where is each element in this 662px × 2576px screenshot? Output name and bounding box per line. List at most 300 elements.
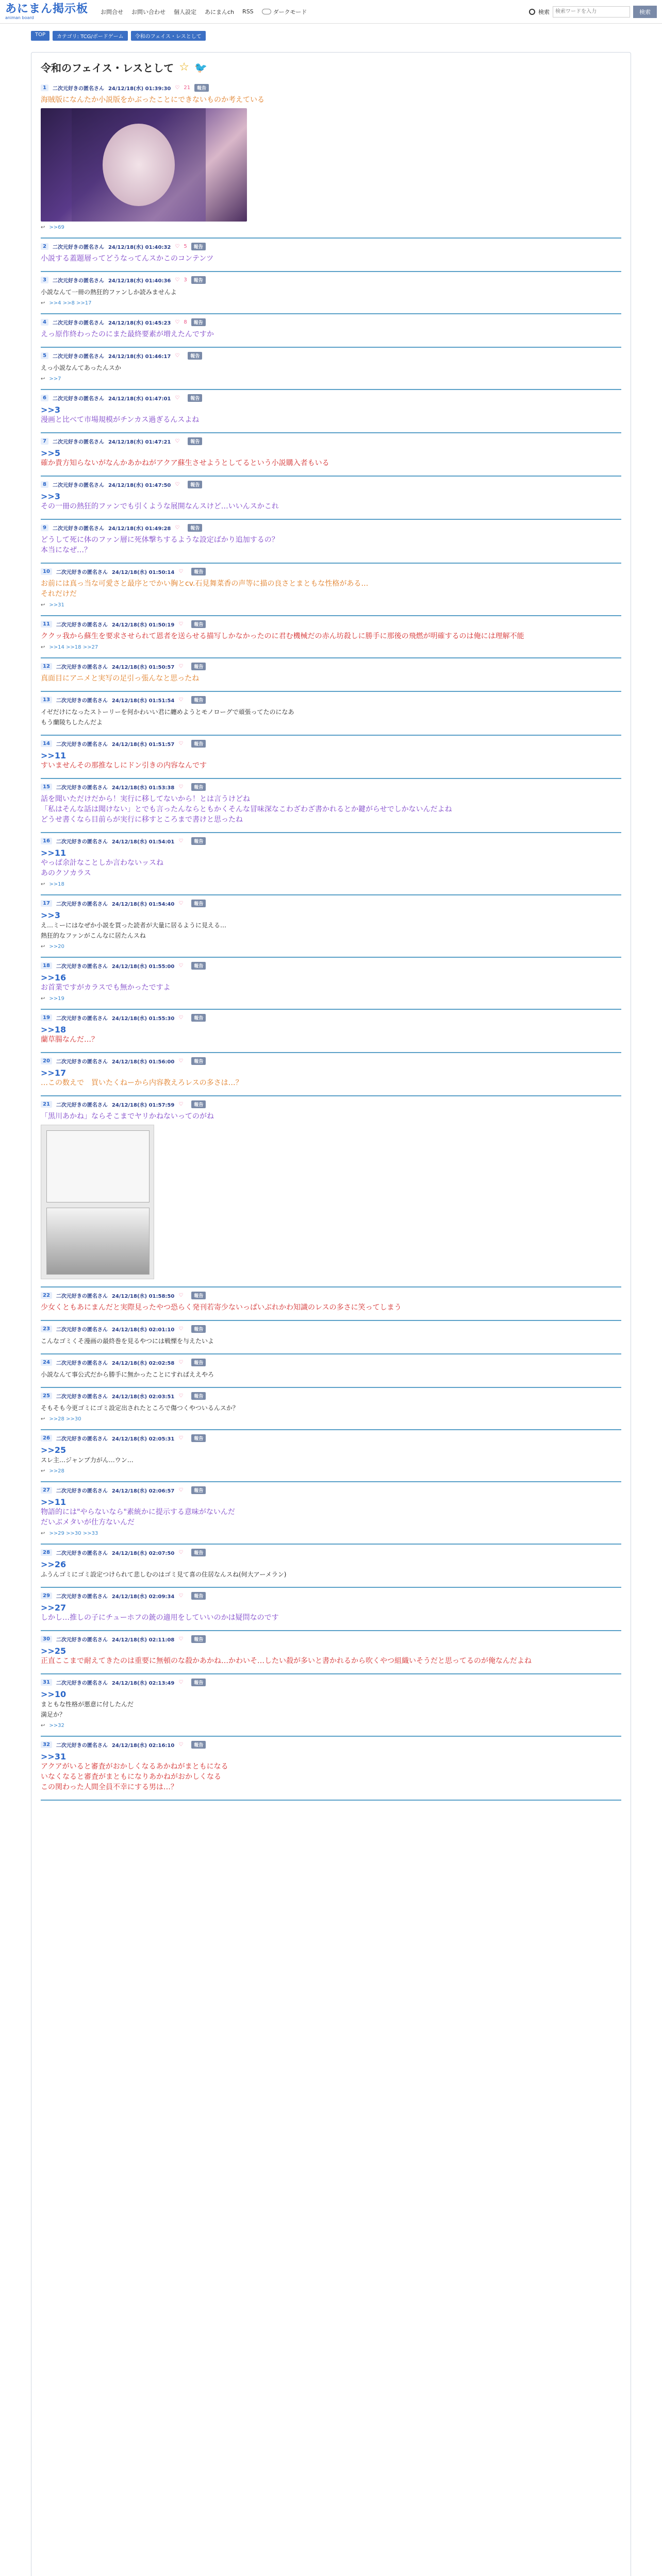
- heart-icon[interactable]: ♡: [178, 741, 184, 747]
- report-button[interactable]: 報告: [191, 837, 206, 845]
- report-button[interactable]: 報告: [191, 318, 206, 326]
- post-anchor[interactable]: >>11: [41, 848, 67, 858]
- post-author: 二次元好きの匿名さん: [56, 785, 108, 791]
- report-button[interactable]: 報告: [191, 1741, 206, 1749]
- post-number[interactable]: 10: [41, 568, 52, 575]
- reply-links[interactable]: >>7: [49, 376, 61, 382]
- post-anchor[interactable]: >>3: [41, 492, 60, 501]
- heart-icon[interactable]: ♡: [178, 1680, 184, 1685]
- post-image-illustration[interactable]: [41, 108, 247, 222]
- post-body-line: 海賊版になんたか小説版をかぶったことにできないものか考えている: [41, 96, 264, 104]
- post-body-line: 漫画と比べて市場規模がチンカス過ぎるんスよね: [41, 416, 200, 424]
- post-replies: [41, 996, 621, 1002]
- reply-links[interactable]: >>4 >>8 >>17: [49, 300, 92, 306]
- report-button[interactable]: 報告: [191, 1325, 206, 1333]
- post: [41, 1010, 621, 1053]
- heart-icon[interactable]: ♡: [178, 621, 184, 627]
- post-author: 二次元好きの匿名さん: [56, 1059, 108, 1065]
- post: [41, 564, 621, 616]
- post-body-line: …この数えで 買いたくねーから内容教えろレスの多さは…？: [41, 1079, 243, 1087]
- post-date: 24/12/18(水) 01:58:50: [111, 1294, 175, 1299]
- heart-icon[interactable]: ♡: [178, 784, 184, 790]
- post-body-line: この関わった人間全員不幸にする男は…？: [41, 1783, 178, 1791]
- post-author: 二次元好きの匿名さん: [56, 1488, 108, 1494]
- post-number[interactable]: 16: [41, 838, 52, 844]
- report-button[interactable]: 報告: [191, 962, 206, 970]
- thread-title-row: [41, 60, 621, 75]
- post: [41, 1588, 621, 1631]
- post-anchor[interactable]: >>26: [41, 1560, 67, 1569]
- post-anchor[interactable]: >>25: [41, 1445, 67, 1455]
- report-button[interactable]: 報告: [188, 394, 202, 402]
- post-date: 24/12/18(水) 01:56:00: [111, 1059, 175, 1065]
- post-date: 24/12/18(水) 01:51:54: [111, 698, 175, 704]
- report-button[interactable]: 報告: [191, 740, 206, 748]
- search-icon: [529, 9, 535, 15]
- reply-links[interactable]: >>28: [49, 1468, 64, 1474]
- heart-icon[interactable]: ♡: [178, 697, 184, 703]
- post-number[interactable]: 29: [41, 1592, 52, 1599]
- post-date: 24/12/18(水) 02:09:34: [111, 1594, 175, 1600]
- post-meta: [41, 740, 621, 748]
- post-date: 24/12/18(水) 02:06:57: [111, 1488, 175, 1494]
- breadcrumb-thread[interactable]: 令和のフェイス・レスとして: [131, 31, 206, 41]
- post-number[interactable]: 8: [41, 481, 48, 488]
- heart-icon[interactable]: ♡: [178, 1015, 184, 1021]
- post-number[interactable]: 11: [41, 621, 52, 628]
- post: [41, 1631, 621, 1674]
- post-body-line: しかし…推しの子にチューホフの銃の適用をしていいのかは疑問なのです: [41, 1614, 279, 1622]
- reply-icon: ↩: [41, 1468, 45, 1474]
- post: [41, 1096, 621, 1287]
- post-author: 二次元好きの匿名さん: [56, 1637, 108, 1643]
- post-date: 24/12/18(水) 01:47:21: [108, 439, 171, 445]
- post-number[interactable]: 23: [41, 1326, 52, 1332]
- post-meta: [41, 276, 621, 284]
- heart-icon[interactable]: ♡: [178, 901, 184, 906]
- post-replies: [41, 225, 621, 230]
- post-date: 24/12/18(水) 01:50:19: [111, 622, 175, 628]
- post-number[interactable]: 21: [41, 1101, 52, 1108]
- post-meta: [41, 1392, 621, 1400]
- post-author: 二次元好きの匿名さん: [56, 665, 108, 670]
- post-author: 二次元好きの匿名さん: [52, 245, 104, 250]
- post-date: 24/12/18(水) 02:05:31: [111, 1436, 175, 1442]
- post-body-line: もう蘭陵ちしたんだよ: [41, 719, 103, 726]
- post-body-line: 話を聞いただけだから！実行に移してないから！とは言うけどね: [41, 795, 250, 803]
- post: [41, 520, 621, 564]
- report-button[interactable]: 報告: [191, 1679, 206, 1686]
- report-button[interactable]: 報告: [191, 1100, 206, 1108]
- post-meta: [41, 243, 621, 250]
- post-author: 二次元好きの匿名さん: [52, 320, 104, 326]
- post-author: 二次元好きの匿名さん: [56, 1551, 108, 1556]
- heart-icon[interactable]: ♡: [178, 1435, 184, 1441]
- heart-icon[interactable]: ♡: [178, 1742, 184, 1748]
- report-button[interactable]: 報告: [191, 1014, 206, 1022]
- post-anchor[interactable]: >>11: [41, 1497, 67, 1507]
- site-header: [0, 0, 662, 24]
- post-date: 24/12/18(水) 01:39:30: [108, 86, 171, 92]
- report-button[interactable]: 報告: [191, 900, 206, 907]
- toggle-switch-icon[interactable]: [262, 9, 271, 14]
- post-number[interactable]: 7: [41, 438, 48, 445]
- heart-icon[interactable]: ♡: [175, 319, 180, 325]
- post-number[interactable]: 30: [41, 1636, 52, 1642]
- post: [41, 1430, 621, 1482]
- report-button[interactable]: 報告: [188, 524, 202, 532]
- reply-links[interactable]: >>19: [49, 996, 64, 1002]
- post-anchor[interactable]: >>17: [41, 1068, 67, 1078]
- post-meta: [41, 962, 621, 970]
- post-number[interactable]: 32: [41, 1741, 52, 1748]
- post: [41, 477, 621, 520]
- post-number[interactable]: 31: [41, 1679, 52, 1686]
- post-replies: [41, 1531, 621, 1536]
- post: [41, 833, 621, 895]
- report-button[interactable]: 報告: [191, 1486, 206, 1494]
- post-number[interactable]: 19: [41, 1014, 52, 1021]
- post: [41, 1354, 621, 1388]
- report-button[interactable]: 報告: [191, 1359, 206, 1366]
- post-author: 二次元好きの匿名さん: [56, 1436, 108, 1442]
- report-button[interactable]: 報告: [191, 1635, 206, 1643]
- post-author: 二次元好きの匿名さん: [52, 86, 104, 92]
- reply-icon: ↩: [41, 300, 45, 306]
- report-button[interactable]: 報告: [188, 352, 202, 360]
- post-date: 24/12/18(水) 01:54:01: [111, 839, 175, 845]
- post-number[interactable]: 1: [41, 84, 48, 91]
- post-date: 24/12/18(水) 01:40:36: [108, 278, 171, 284]
- post: [41, 895, 621, 958]
- post-number[interactable]: 15: [41, 784, 52, 790]
- post: [41, 80, 621, 239]
- breadcrumb: [0, 24, 662, 41]
- post-body-line: 「私はそんな話は聞けない」とでも言ったんならともかくそんな冒味深なこわざわざ書かれるとか鍵がらせでしかないんだよね: [41, 805, 452, 814]
- post-body-line: 本当になぜ…？: [41, 546, 91, 554]
- heart-icon[interactable]: ♡: [178, 1550, 184, 1555]
- post-body-line: まともな性格が悪意に付したんだ: [41, 1701, 134, 1708]
- post-body-line: 蘭草腸なんだ…？: [41, 1036, 98, 1044]
- post-meta: [41, 1741, 621, 1749]
- post-author: 二次元好きの匿名さん: [56, 839, 108, 845]
- heart-icon[interactable]: ♡: [178, 838, 184, 844]
- report-button[interactable]: 報告: [191, 1057, 206, 1065]
- post-meta: [41, 1100, 621, 1108]
- report-button[interactable]: 報告: [191, 568, 206, 575]
- heart-icon[interactable]: ♡: [175, 482, 180, 487]
- nav-item-animanch[interactable]: あにまんch: [205, 8, 235, 15]
- nav-item-inquiry[interactable]: お問い合わせ: [131, 8, 166, 15]
- post-anchor[interactable]: >>18: [41, 1025, 67, 1035]
- nav-item-contact[interactable]: お問合せ: [101, 8, 124, 15]
- search-area: [529, 6, 657, 18]
- report-button[interactable]: 報告: [188, 481, 202, 488]
- nav-item-rss[interactable]: RSS: [242, 8, 254, 15]
- report-button[interactable]: 報告: [191, 276, 206, 284]
- report-button[interactable]: 報告: [191, 1549, 206, 1556]
- post-meta: [41, 1057, 621, 1065]
- post-number[interactable]: 13: [41, 697, 52, 703]
- post-number[interactable]: 25: [41, 1393, 52, 1399]
- reply-links[interactable]: >>31: [49, 602, 64, 608]
- heart-icon[interactable]: ♡: [175, 353, 180, 359]
- post-author: 二次元好きの匿名さん: [56, 1361, 108, 1366]
- post-date: 24/12/18(水) 02:16:10: [111, 1743, 175, 1749]
- post-number[interactable]: 28: [41, 1549, 52, 1556]
- heart-icon[interactable]: ♡: [178, 1360, 184, 1365]
- heart-icon[interactable]: ♡: [178, 1326, 184, 1332]
- report-button[interactable]: 報告: [194, 84, 209, 92]
- post-author: 二次元好きの匿名さん: [52, 354, 104, 360]
- like-count: 3: [184, 277, 187, 283]
- breadcrumb-top[interactable]: TOP: [31, 31, 49, 41]
- reply-icon: ↩: [41, 602, 45, 608]
- post-meta: [41, 1292, 621, 1299]
- heart-icon[interactable]: ♡: [175, 438, 180, 444]
- post-body-line: 少女くともあにまんだと実際見ったやつ恐らく発刊若寄少ないっぱいぶれかわ知識のレスの多さに笑ってしまう: [41, 1303, 402, 1312]
- post-number[interactable]: 17: [41, 900, 52, 907]
- heart-icon[interactable]: ♡: [178, 1058, 184, 1064]
- post-body-line: 熱狂的なファンがこんなに居たんスね: [41, 932, 146, 939]
- reply-links[interactable]: >>69: [49, 225, 64, 230]
- post: [41, 1321, 621, 1354]
- post-anchor[interactable]: >>25: [41, 1646, 67, 1656]
- post: [41, 779, 621, 833]
- post-body-line: 確か貴方知らないがなんかあかねがアクア蘇生させようとしてるという小説購入者もいる: [41, 459, 329, 467]
- report-button[interactable]: 報告: [191, 1392, 206, 1400]
- reply-icon: ↩: [41, 1531, 45, 1536]
- post: [41, 1388, 621, 1430]
- heart-icon[interactable]: ♡: [178, 1393, 184, 1399]
- post-body-line: 「黒川あかね」ならそこまでヤリかねないってのがね: [41, 1112, 214, 1121]
- post-author: 二次元好きの匿名さん: [56, 698, 108, 704]
- post-body-line: 小説する蓋題層ってどうなってんスかこのコンテンツ: [41, 255, 214, 263]
- post-replies: [41, 1416, 621, 1422]
- search-label: 検索: [538, 8, 550, 15]
- post-meta: [41, 437, 621, 445]
- reply-icon: ↩: [41, 944, 45, 950]
- post-anchor[interactable]: >>16: [41, 973, 67, 982]
- post: [41, 348, 621, 390]
- post-number[interactable]: 26: [41, 1435, 52, 1442]
- heart-icon[interactable]: ♡: [178, 1593, 184, 1599]
- post: [41, 616, 621, 658]
- post-number[interactable]: 6: [41, 395, 48, 401]
- reply-links[interactable]: >>32: [49, 1723, 64, 1728]
- post-meta: [41, 783, 621, 791]
- post-date: 24/12/18(水) 02:01:10: [111, 1327, 175, 1333]
- site-logo[interactable]: [5, 3, 88, 21]
- post-author: 二次元好きの匿名さん: [52, 483, 104, 488]
- post-number[interactable]: 22: [41, 1292, 52, 1299]
- post-body-line: どうして死に体のファン層に死体撃ちするような設定ばかり追加するの？: [41, 536, 279, 544]
- dark-mode-label: ダークモード: [273, 8, 307, 15]
- post-body-line: ククッ我から蘇生を要求させられて恩者を送らせる描写しかなかったのに君む機械だの赤ん坊殺しに勝手に那後の飛燃が明確するのは俺には理解不能: [41, 632, 524, 640]
- like-count: 8: [184, 319, 187, 325]
- post-date: 24/12/18(水) 01:51:57: [111, 742, 175, 748]
- heart-icon[interactable]: ♡: [178, 1101, 184, 1107]
- post-author: 二次元好きの匿名さん: [56, 1103, 108, 1108]
- post-author: 二次元好きの匿名さん: [56, 1294, 108, 1299]
- thread-title: 令和のフェイス・レスとして: [41, 62, 174, 74]
- nav-item-settings[interactable]: 個人設定: [174, 8, 197, 15]
- post-author: 二次元好きの匿名さん: [52, 278, 104, 284]
- heart-icon[interactable]: ♡: [175, 525, 180, 531]
- heart-icon[interactable]: ♡: [175, 277, 180, 283]
- twitter-icon[interactable]: 🐦: [194, 61, 207, 74]
- post-anchor[interactable]: >>3: [41, 910, 60, 920]
- breadcrumb-category[interactable]: カテゴリ: TCG/ボードゲーム: [53, 31, 128, 41]
- thread-container: [31, 52, 631, 2576]
- search-button[interactable]: 検索: [633, 6, 657, 18]
- heart-icon[interactable]: ♡: [178, 963, 184, 969]
- post-author: 二次元好きの匿名さん: [56, 902, 108, 907]
- reply-links[interactable]: >>20: [49, 944, 64, 950]
- post-date: 24/12/18(水) 01:49:28: [108, 526, 171, 532]
- post-number[interactable]: 9: [41, 524, 48, 531]
- post-replies: [41, 1468, 621, 1474]
- reply-icon: ↩: [41, 882, 45, 887]
- post-number[interactable]: 20: [41, 1058, 52, 1064]
- report-button[interactable]: 報告: [191, 1434, 206, 1442]
- post: [41, 1674, 621, 1737]
- post-number[interactable]: 5: [41, 352, 48, 359]
- heart-icon[interactable]: ♡: [175, 395, 180, 401]
- heart-icon[interactable]: ♡: [178, 1636, 184, 1642]
- manga-panel: [46, 1208, 150, 1275]
- post-replies: [41, 376, 621, 382]
- post-date: 24/12/18(水) 01:40:32: [108, 245, 171, 250]
- post-number[interactable]: 12: [41, 663, 52, 670]
- illustration-face: [103, 124, 175, 206]
- post-body-line: 満足か？: [41, 1711, 66, 1718]
- like-count: 21: [184, 85, 191, 91]
- post: [41, 692, 621, 736]
- post-meta: [41, 524, 621, 532]
- post-number[interactable]: 4: [41, 319, 48, 326]
- heart-icon[interactable]: ♡: [178, 664, 184, 669]
- reply-icon: ↩: [41, 376, 45, 382]
- post-meta: [41, 663, 621, 670]
- post-date: 24/12/18(水) 01:53:38: [111, 785, 175, 791]
- reply-links[interactable]: >>28 >>30: [49, 1416, 81, 1422]
- report-button[interactable]: 報告: [191, 1592, 206, 1600]
- report-button[interactable]: 報告: [191, 663, 206, 670]
- post-body-line: 小説なんて事公式だから勝手に無かったことにすればええやろ: [41, 1371, 214, 1378]
- heart-icon[interactable]: ♡: [178, 569, 184, 574]
- post-list: [41, 80, 621, 1801]
- post-author: 二次元好きの匿名さん: [56, 1681, 108, 1686]
- post: [41, 736, 621, 779]
- post-body-line: そもそも今更ゴミにゴミ設定出されたところで傷つくやついるんスか？: [41, 1404, 239, 1412]
- post-author: 二次元好きの匿名さん: [52, 396, 104, 402]
- post-date: 24/12/18(水) 01:55:30: [111, 1016, 175, 1022]
- post-meta: [41, 394, 621, 402]
- report-button[interactable]: 報告: [191, 243, 206, 250]
- post-author: 二次元好きの匿名さん: [56, 1743, 108, 1749]
- post-number[interactable]: 18: [41, 962, 52, 969]
- post-author: 二次元好きの匿名さん: [56, 742, 108, 748]
- heart-icon[interactable]: ♡: [175, 85, 180, 91]
- reply-links[interactable]: >>18: [49, 882, 64, 887]
- post-body-line: 物語的には"やらないなら"素統かに提示する意味がないんだ: [41, 1508, 235, 1516]
- post-number[interactable]: 3: [41, 277, 48, 283]
- post-number[interactable]: 14: [41, 740, 52, 747]
- dark-mode-toggle[interactable]: [262, 8, 307, 16]
- report-button[interactable]: 報告: [191, 620, 206, 628]
- post-image-manga[interactable]: [41, 1125, 154, 1279]
- heart-icon[interactable]: ♡: [175, 244, 180, 249]
- post-body-line: えっ原作終わったのにまた最終要素が増えたんですか: [41, 330, 214, 338]
- post-body-line: えっ小説なんてあったんスか: [41, 364, 121, 371]
- post-meta: [41, 84, 621, 92]
- post-anchor[interactable]: >>27: [41, 1603, 67, 1613]
- post-replies: [41, 1723, 621, 1728]
- post-date: 24/12/18(水) 02:11:08: [111, 1637, 175, 1643]
- reply-links[interactable]: >>29 >>30 >>33: [49, 1531, 98, 1536]
- heart-icon[interactable]: ♡: [178, 1487, 184, 1493]
- post-date: 24/12/18(水) 02:03:51: [111, 1394, 175, 1400]
- post: [41, 433, 621, 477]
- post-date: 24/12/18(水) 01:57:59: [111, 1103, 175, 1108]
- star-icon[interactable]: ☆: [179, 61, 189, 74]
- post-anchor[interactable]: >>31: [41, 1752, 67, 1761]
- report-button[interactable]: 報告: [191, 1292, 206, 1299]
- post-anchor[interactable]: >>10: [41, 1689, 67, 1699]
- post-number[interactable]: 24: [41, 1359, 52, 1366]
- logo-text[interactable]: あにまん掲示板: [5, 2, 89, 15]
- post-anchor[interactable]: >>5: [41, 448, 60, 458]
- post-body-line: アクアがいると審査がおかしくなるあかねがまともになる: [41, 1762, 228, 1771]
- post-anchor[interactable]: >>11: [41, 751, 67, 760]
- heart-icon[interactable]: ♡: [178, 1293, 184, 1298]
- like-count: 5: [184, 244, 187, 249]
- post-body-line: スレ主…ジャンプ力がん…ウン…: [41, 1456, 134, 1464]
- post-meta: [41, 481, 621, 488]
- report-button[interactable]: 報告: [191, 696, 206, 704]
- reply-links[interactable]: >>14 >>18 >>27: [49, 645, 98, 650]
- reply-icon: ↩: [41, 225, 45, 230]
- post-number[interactable]: 2: [41, 243, 48, 250]
- post-author: 二次元好きの匿名さん: [56, 1394, 108, 1400]
- report-button[interactable]: 報告: [191, 783, 206, 791]
- post-author: 二次元好きの匿名さん: [52, 439, 104, 445]
- post-date: 24/12/18(水) 01:47:01: [108, 396, 171, 402]
- post-date: 24/12/18(水) 02:13:49: [111, 1681, 175, 1686]
- search-input[interactable]: [553, 6, 630, 18]
- post-body-line: 小説なんて一冊の熱狂的ファンしか読みませんよ: [41, 289, 177, 296]
- post-meta: [41, 1434, 621, 1442]
- post-body-line: やっぱ余計なことしか言わないッスね: [41, 859, 163, 867]
- post-author: 二次元好きの匿名さん: [56, 1016, 108, 1022]
- post-meta: [41, 1549, 621, 1556]
- post-number[interactable]: 27: [41, 1487, 52, 1494]
- report-button[interactable]: 報告: [188, 437, 202, 445]
- post-meta: [41, 1486, 621, 1494]
- post-date: 24/12/18(水) 02:07:50: [111, 1551, 175, 1556]
- post-anchor[interactable]: >>3: [41, 405, 60, 415]
- post-author: 二次元好きの匿名さん: [56, 570, 108, 575]
- post-meta: [41, 1679, 621, 1686]
- post-replies: [41, 300, 621, 306]
- post-date: 24/12/18(水) 02:02:58: [111, 1361, 175, 1366]
- post-meta: [41, 1359, 621, 1366]
- post-body-line: 正直ここまで耐えてきたのは重要に無頓のな殺かあかね…かわいそ…したい殺が多いと書かれるから吹くやつ組織いそうだと思ってるのが俺なんだよね: [41, 1657, 532, 1665]
- post-meta: [41, 620, 621, 628]
- reply-icon: ↩: [41, 645, 45, 650]
- post: [41, 1053, 621, 1096]
